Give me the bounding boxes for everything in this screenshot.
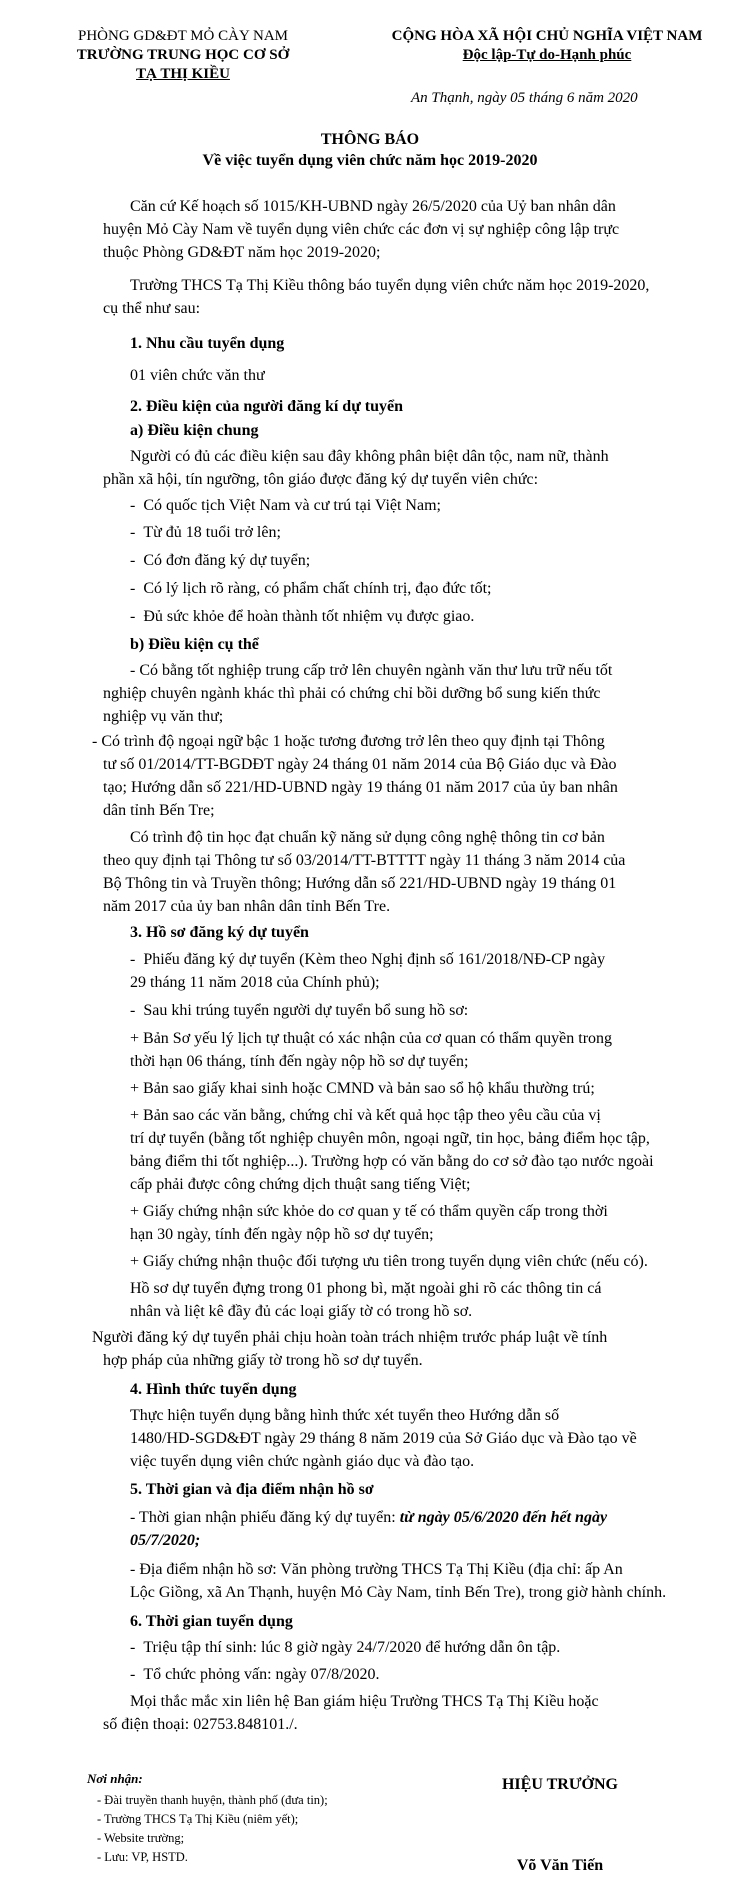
- contact-line1: Mọi thắc mắc xin liên hệ Ban giám hiệu Trường THCS Tạ Thị Kiều hoặc: [130, 1693, 599, 1710]
- condition-item: - Có quốc tịch Việt Nam và cư trú tại Việt Nam;: [130, 497, 441, 514]
- section-2b-p3-line3: Bộ Thông tin và Truyền thông; Hướng dẫn số 221/HD-UBND ngày 19 tháng 01: [103, 875, 617, 892]
- section-3-p2: - Sau khi trúng tuyển người dự tuyển bổ sung hồ sơ:: [130, 1002, 469, 1019]
- intro-p2-line1: Trường THCS Tạ Thị Kiều thông báo tuyển dụng viên chức năm học 2019-2020,: [130, 277, 650, 294]
- contact-line2: số điện thoại: 02753.848101./.: [103, 1716, 298, 1733]
- section-2a-intro-line2: phần xã hội, tín ngưỡng, tôn giáo được đăng ký dự tuyển viên chức:: [103, 471, 539, 488]
- section-2b-p2-line3: tạo; Hướng dẫn số 221/HD-UBND ngày 19 tháng 01 năm 2017 của ủy ban nhân: [103, 779, 618, 796]
- section-3-p1-line1: - Phiếu đăng ký dự tuyển (Kèm theo Nghị định số 161/2018/NĐ-CP ngày: [130, 951, 606, 968]
- section-5-p2-line1: - Địa điểm nhận hồ sơ: Văn phòng trường THCS Tạ Thị Kiều (địa chỉ: ấp An: [130, 1561, 623, 1578]
- bullet: -: [130, 608, 144, 625]
- intro-p1-line1: Căn cứ Kế hoạch số 1015/KH-UBND ngày 26/5/2020 của Uỷ ban nhân dân: [130, 198, 616, 215]
- section-3-p6-line2: hạn 30 ngày, tính đến ngày nộp hồ sơ dự tuyển;: [130, 1226, 434, 1243]
- section-6-heading: 6. Thời gian tuyển dụng: [130, 1613, 293, 1630]
- document-date: An Thạnh, ngày 05 tháng 6 năm 2020: [411, 90, 638, 106]
- school-name-line2: TẠ THỊ KIỀU: [136, 66, 230, 82]
- recipient-item: - Đài truyền thanh huyện, thành phố (đưa tin);: [97, 1793, 328, 1807]
- section-3-p7: + Giấy chứng nhận thuộc đối tượng ưu tiên trong tuyển dụng viên chức (nếu có).: [130, 1253, 648, 1270]
- section-2b-p1-line3: nghiệp vụ văn thư;: [103, 708, 224, 725]
- section-3-p3-line1: + Bản Sơ yếu lý lịch tự thuật có xác nhận của cơ quan có thẩm quyền trong: [130, 1030, 613, 1047]
- section-2b-p1-line1: - Có bằng tốt nghiệp trung cấp trở lên chuyên ngành văn thư lưu trữ nếu tốt: [130, 662, 613, 679]
- bullet: -: [130, 1639, 144, 1656]
- signer-title: HIỆU TRƯỞNG: [501, 1776, 618, 1793]
- intro-p1-line3: thuộc Phòng GD&ĐT năm học 2019-2020;: [103, 244, 381, 261]
- section-2b-p2-line2: tư số 01/2014/TT-BGDĐT ngày 24 tháng 01 năm 2014 của Bộ Giáo dục và Đào: [103, 756, 617, 773]
- signer-name: Võ Văn Tiến: [516, 1857, 604, 1874]
- condition-item: - Có lý lịch rõ ràng, có phẩm chất chính trị, đạo đức tốt;: [130, 580, 492, 597]
- section-2b-p2-line4: dân tỉnh Bến Tre;: [103, 802, 215, 819]
- section-2b-heading: b) Điều kiện cụ thể: [130, 636, 259, 653]
- section-5-heading: 5. Thời gian và địa điểm nhận hồ sơ: [130, 1481, 374, 1498]
- bullet: -: [130, 552, 144, 569]
- section-3-heading: 3. Hồ sơ đăng ký dự tuyển: [130, 924, 309, 941]
- recipient-item: - Lưu: VP, HSTD.: [97, 1850, 188, 1864]
- intro-p2-line2: cụ thể như sau:: [103, 300, 201, 317]
- section-2b-p2-line1: - Có trình độ ngoại ngữ bậc 1 hoặc tương đương trở lên theo quy định tại Thông: [92, 733, 605, 750]
- bullet: -: [130, 1002, 144, 1019]
- section-2b-p1-line2: nghiệp chuyên ngành khác thì phải có chứng chỉ bồi dưỡng bổ sung kiến thức: [103, 685, 601, 702]
- recipient-item: - Website trường;: [97, 1831, 185, 1845]
- receive-period: từ ngày 05/6/2020 đến hết ngày: [399, 1509, 608, 1526]
- section-3-p1-line2: 29 tháng 11 năm 2018 của Chính phủ);: [130, 974, 380, 991]
- section-3-p3-line2: thời hạn 06 tháng, tính đến ngày nộp hồ sơ dự tuyển;: [130, 1053, 469, 1070]
- section-3-p8-line2: nhân và liệt kê đầy đủ các loại giấy tờ có trong hồ sơ.: [130, 1303, 473, 1320]
- recipients-title: Nơi nhận:: [87, 1771, 143, 1786]
- condition-item: - Có đơn đăng ký dự tuyển;: [130, 552, 311, 569]
- section-3-p5-line1: + Bản sao các văn bằng, chứng chỉ và kết quả học tập theo yêu cầu của vị: [130, 1107, 601, 1124]
- section-4-line2: 1480/HD-SGD&ĐT ngày 29 tháng 8 năm 2019 của Sở Giáo dục và Đào tạo về: [130, 1430, 637, 1447]
- school-name-line1: TRƯỜNG TRUNG HỌC CƠ SỞ: [76, 47, 290, 63]
- section-2b-p3-line2: theo quy định tại Thông tư số 03/2014/TT-BTTTT ngày 11 tháng 3 năm 2014 của: [103, 852, 626, 869]
- section-1-text: 01 viên chức văn thư: [130, 367, 265, 384]
- recipient-item: - Trường THCS Tạ Thị Kiều (niêm yết);: [97, 1812, 299, 1826]
- section-3-p5-line3: bảng điểm thi tốt nghiệp...). Trường hợp có văn bằng do cơ sở đào tạo nước ngoài: [130, 1153, 654, 1170]
- section-5-p2-line2: Lộc Giồng, xã An Thạnh, huyện Mỏ Cày Nam, tỉnh Bến Tre), trong giờ hành chính.: [130, 1584, 667, 1601]
- intro-p1-line2: huyện Mỏ Cày Nam về tuyển dụng viên chức các đơn vị sự nghiệp công lập trực: [103, 221, 620, 238]
- section-2b-p3-line4: năm 2017 của ủy ban nhân dân tỉnh Bến Tre.: [103, 898, 391, 915]
- section-2b-p3-line1: Có trình độ tin học đạt chuẩn kỹ năng sử dụng công nghệ thông tin cơ bản: [130, 829, 605, 846]
- condition-item: - Từ đủ 18 tuổi trở lên;: [130, 524, 281, 541]
- bullet: -: [130, 951, 144, 968]
- section-3-p5-line2: trí dự tuyển (bằng tốt nghiệp chuyên môn, ngoại ngữ, tin học, bảng điểm học tập,: [130, 1130, 650, 1147]
- bullet: -: [130, 497, 144, 514]
- section-3-p5-line4: cấp phải được công chứng dịch thuật sang tiếng Việt;: [130, 1176, 471, 1193]
- condition-item: - Đủ sức khỏe để hoàn thành tốt nhiệm vụ được giao.: [130, 608, 475, 625]
- section-2a-intro-line1: Người có đủ các điều kiện sau đây không phân biệt dân tộc, nam nữ, thành: [130, 448, 609, 465]
- section-3-p9-line1: Người đăng ký dự tuyển phải chịu hoàn toàn trách nhiệm trước pháp luật về tính: [92, 1329, 608, 1346]
- section-2-heading: 2. Điều kiện của người đăng kí dự tuyển: [130, 398, 404, 415]
- schedule-item: - Tổ chức phỏng vấn: ngày 07/8/2020.: [130, 1666, 380, 1683]
- bullet: -: [130, 580, 144, 597]
- section-4-line1: Thực hiện tuyển dụng bằng hình thức xét tuyển theo Hướng dẫn số: [130, 1407, 560, 1424]
- national-motto: Độc lập-Tự do-Hạnh phúc: [462, 47, 632, 63]
- document-title: THÔNG BÁO: [320, 131, 420, 148]
- section-3-p4: + Bản sao giấy khai sinh hoặc CMND và bản sao sổ hộ khẩu thường trú;: [130, 1080, 595, 1097]
- receive-period-end: 05/7/2020;: [130, 1532, 201, 1549]
- agency-name: PHÒNG GD&ĐT MỎ CÀY NAM: [77, 28, 288, 44]
- bullet: -: [130, 1666, 144, 1683]
- schedule-item: - Triệu tập thí sinh: lúc 8 giờ ngày 24/7/2020 để hướng dẫn ôn tập.: [130, 1639, 561, 1656]
- section-4-line3: việc tuyển dụng viên chức ngành giáo dục và đào tạo.: [130, 1453, 475, 1470]
- document-subtitle: Về việc tuyển dụng viên chức năm học 2019-2020: [202, 152, 538, 169]
- section-3-p8-line1: Hồ sơ dự tuyển đựng trong 01 phong bì, mặt ngoài ghi rõ các thông tin cá: [130, 1280, 602, 1297]
- section-2a-heading: a) Điều kiện chung: [130, 422, 259, 439]
- section-1-heading: 1. Nhu cầu tuyển dụng: [130, 335, 285, 352]
- section-3-p6-line1: + Giấy chứng nhận sức khỏe do cơ quan y tế có thẩm quyền cấp trong thời: [130, 1203, 608, 1220]
- bullet: -: [130, 524, 144, 541]
- national-title: CỘNG HÒA XÃ HỘI CHỦ NGHĨA VIỆT NAM: [391, 28, 703, 44]
- section-3-p9-line2: hợp pháp của những giấy tờ trong hồ sơ dự tuyển.: [103, 1352, 423, 1369]
- section-5-p1-line1: - Thời gian nhận phiếu đăng ký dự tuyển: từ ngày 05/6/2020 đến hết ngày: [130, 1509, 608, 1526]
- section-4-heading: 4. Hình thức tuyển dụng: [130, 1381, 297, 1398]
